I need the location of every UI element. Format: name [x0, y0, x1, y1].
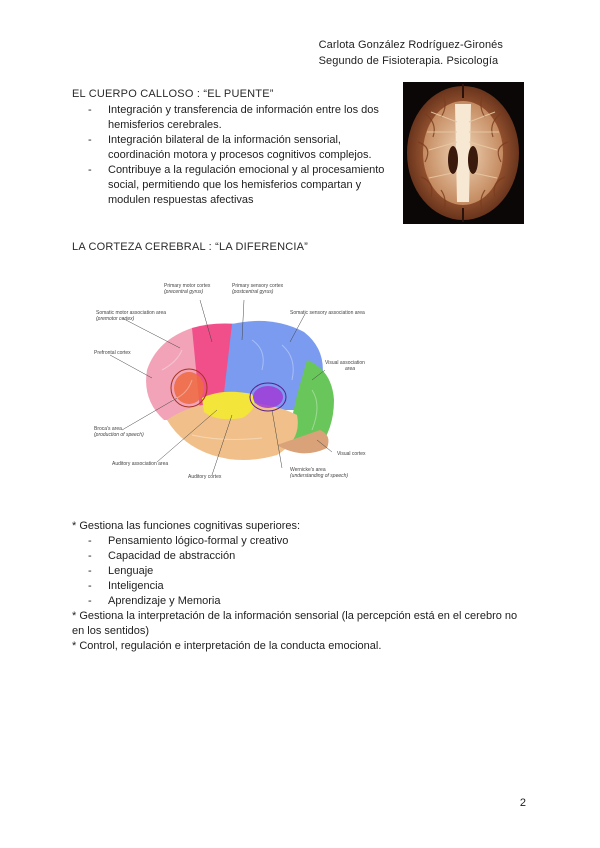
list-item: - Pensamiento lógico-formal y creativo: [88, 534, 532, 549]
label-auditory-cortex: Auditory cortex: [188, 474, 222, 480]
notes-line-2: * Gestiona la interpretación de la información sensorial (la percepción está en el cerebro no en los sentidos): [72, 610, 518, 637]
label-primary-sensory-cortex: Primary sensory cortex (postcentral gyrus): [232, 283, 284, 295]
list-item: - Integración y transferencia de información entre los dos hemisferios cerebrales.: [88, 103, 393, 133]
label-wernicke-area: Wernicke's area (understanding of speech): [290, 467, 349, 479]
author-name: Carlota González Rodríguez-Gironés: [318, 39, 503, 51]
corpus-callosum-list: [88, 103, 393, 208]
label-somatic-sensory-association: Somatic sensory association area: [290, 310, 365, 316]
list-item: - Inteligencia: [88, 579, 532, 594]
list-item: - Aprendizaje y Memoria: [88, 594, 532, 609]
section-title-cerebral-cortex: LA CORTEZA CEREBRAL : “LA DIFERENCIA”: [72, 241, 309, 253]
label-prefrontal-cortex: Prefrontal cortex: [94, 350, 131, 356]
label-auditory-association: Auditory association area: [112, 461, 169, 467]
list-item: - Integración bilateral de la información sensorial, coordinación motora y procesos cognitivos complejos.: [88, 133, 393, 163]
course-name: Segundo de Fisioterapia. Psicología: [318, 55, 499, 67]
notes-line-3: * Control, regulación e interpretación de la conducta emocional.: [72, 640, 382, 652]
list-item: - Contribuye a la regulación emocional y al procesamiento social, permitiendo que los hemisferios compartan y modulen respuestas afectivas: [88, 163, 393, 208]
cortex-notes: [72, 519, 532, 654]
list-item: - Capacidad de abstracción: [88, 549, 532, 564]
label-visual-association: Visual association area: [325, 360, 365, 372]
label-broca-area: Broca's area (production of speech): [94, 426, 144, 438]
brain-lobes-diagram: [72, 270, 384, 498]
label-somatic-motor-association: Somatic motor association area (premotor cortex): [96, 310, 167, 322]
section-title-corpus-callosum: EL CUERPO CALLOSO : “EL PUENTE”: [72, 88, 274, 100]
header-author-block: [319, 37, 503, 69]
label-primary-motor-cortex: Primary motor cortex (precentral gyrus): [164, 283, 211, 295]
cortex-functions-list: [72, 534, 532, 609]
page-number: 2: [519, 797, 526, 809]
label-visual-cortex: Visual cortex: [337, 451, 366, 457]
corpus-callosum-photo: [403, 82, 524, 224]
list-item: - Lenguaje: [88, 564, 532, 579]
notes-line-1: * Gestiona las funciones cognitivas superiores:: [72, 520, 301, 532]
